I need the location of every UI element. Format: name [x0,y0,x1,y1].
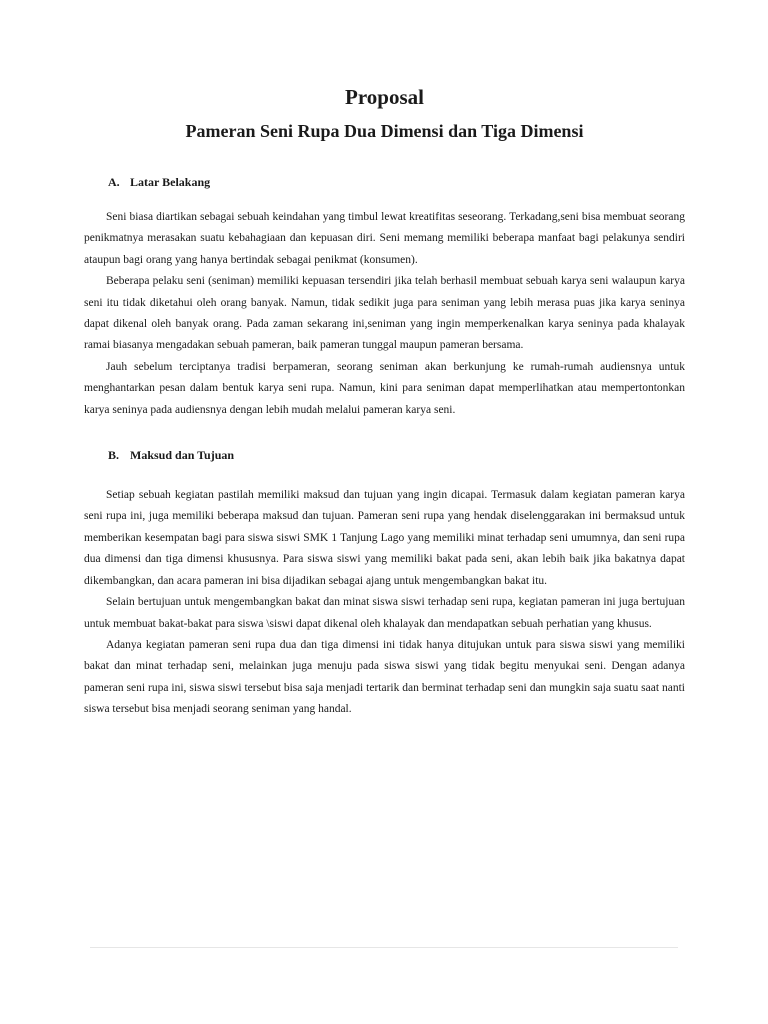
paragraph: Setiap sebuah kegiatan pastilah memiliki maksud dan tujuan yang ingin dicapai. Termasuk dalam kegiatan pameran karya seni rupa ini, juga memiliki beberapa maksud dan tujuan. Pameran seni rupa yang hendak diselenggarakan ini bermaksud untuk memberikan kesempatan bagi para siswa siswi SMK 1 Tanjung Lago yang memiliki minat terhadap seni umumnya, dan seni rupa dua dimensi dan tiga dimensi khususnya. Para siswa siswi yang memiliki bakat pada seni, akan lebih baik jika bakatnya dapat dikembangkan, dan acara pameran ini bisa dijadikan sebagai ajang untuk mengembangkan bakat itu. [84,489,685,587]
paragraph: Beberapa pelaku seni (seniman) memiliki kepuasan tersendiri jika telah berhasil membuat sebuah karya seni walaupun karya seni itu tidak diketahui oleh orang banyak. Namun, tidak sedikit juga para seniman yang lebih merasa puas jika karya seninya dapat dikenal oleh banyak orang. Pada zaman sekarang ini,seniman yang ingin memperkenalkan karya seninya pada khalayak ramai biasanya mengadakan sebuah pameran, baik pameran tunggal maupun pameran bersama. [84,275,685,352]
paragraph: Seni biasa diartikan sebagai sebuah keindahan yang timbul lewat kreatifitas seseorang. Terkadang,seni bisa membuat seorang penikmatnya merasakan suatu kebahagiaan dan kepuasan diri. Seni memang memiliki beberapa manfaat bagi pelakunya sendiri ataupun bagi orang yang hanya bertindak sebagai penikmat (konsumen). [84,211,685,266]
section-letter: A. [108,175,120,189]
section-heading-latar-belakang [84,174,685,190]
document-subtitle: Pameran Seni Rupa Dua Dimensi dan Tiga Dimensi [185,121,584,141]
page-divider [90,947,678,948]
section-body-maksud-dan-tujuan [84,485,685,720]
section-title: Latar Belakang [130,175,211,189]
document-title: Proposal [345,85,424,109]
paragraph: Jauh sebelum terciptanya tradisi berpameran, seorang seniman akan berkunjung ke rumah-rumah audiensnya untuk menghantarkan pesan dalam bentuk karya seni rupa. Namun, kini para seniman dapat memperlihatkan atau mempertontonkan karya seninya pada audiensnya dengan lebih mudah melalui pameran karya seni. [84,360,685,416]
paragraph: Adanya kegiatan pameran seni rupa dua dan tiga dimensi ini tidak hanya ditujukan untuk para siswa siswi yang memiliki bakat dan minat terhadap seni, melainkan juga menuju pada siswa siswi yang tidak begitu menyukai seni. Dengan adanya pameran seni rupa ini, siswa siswi tersebut bisa saja menjadi tertarik dan berminat terhadap seni dan mungkin saja suatu saat nanti siswa tersebut bisa menjadi seorang seniman yang handal. [84,638,685,716]
section-title: Maksud dan Tujuan [130,448,235,463]
section-heading-maksud-dan-tujuan [84,447,685,463]
section-body-latar-belakang [84,207,685,421]
paragraph: Selain bertujuan untuk mengembangkan bakat dan minat siswa siswi terhadap seni rupa, kegiatan pameran ini juga bertujuan untuk membuat bakat-bakat para siswa \siswi dapat dikenal oleh khalayak dan mendapatkan sebuah perhatian yang khusus. [84,596,685,630]
document-page [84,84,685,721]
section-letter: B. [108,448,120,463]
